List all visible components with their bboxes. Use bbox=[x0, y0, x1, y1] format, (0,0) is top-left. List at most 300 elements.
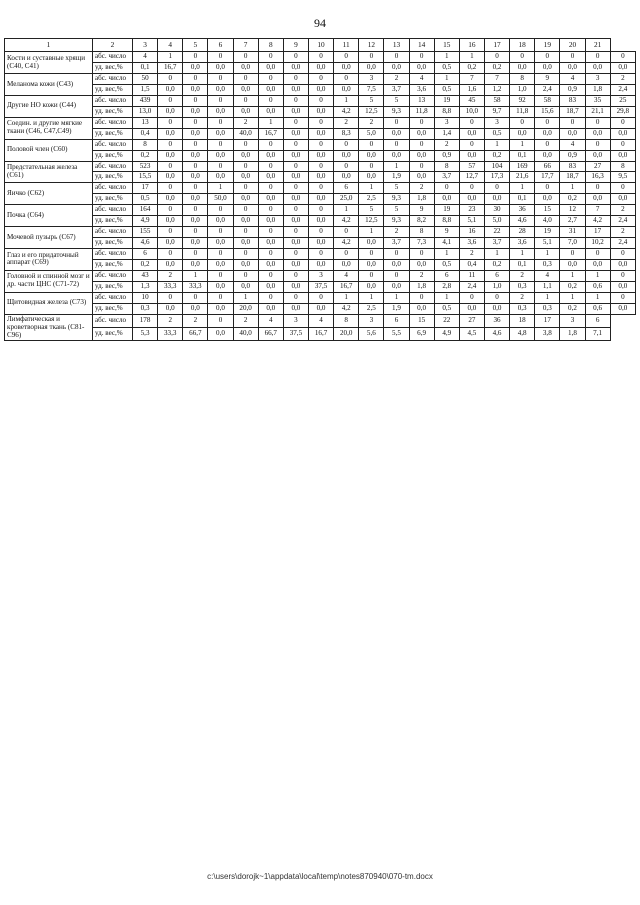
table-cell: 0,0 bbox=[233, 194, 258, 205]
table-cell: 8 bbox=[334, 314, 359, 327]
table-cell: 0 bbox=[283, 227, 308, 238]
table-cell: 83 bbox=[560, 95, 585, 106]
row-site-label: Половой член (С60) bbox=[5, 139, 93, 161]
table-cell: 0,0 bbox=[258, 106, 283, 117]
table-cell: 0,0 bbox=[308, 259, 333, 270]
table-cell: 0,9 bbox=[434, 150, 459, 161]
table-cell: 0,9 bbox=[560, 150, 585, 161]
column-header: 12 bbox=[359, 39, 384, 52]
table-cell: 1 bbox=[158, 52, 183, 63]
table-row bbox=[5, 52, 636, 63]
row-unit-label: абс. число bbox=[93, 117, 133, 128]
table-cell: 0 bbox=[158, 249, 183, 260]
table-row bbox=[5, 172, 636, 183]
table-cell: 0,0 bbox=[283, 63, 308, 74]
table-cell: 0 bbox=[183, 161, 208, 172]
table-cell: 0 bbox=[233, 249, 258, 260]
table-cell: 0,0 bbox=[183, 238, 208, 249]
table-cell: 0 bbox=[258, 249, 283, 260]
row-unit-label: уд. вес,% bbox=[93, 106, 133, 117]
table-cell: 0,0 bbox=[535, 194, 560, 205]
table-cell: 0,0 bbox=[560, 259, 585, 270]
table-cell: 3 bbox=[359, 314, 384, 327]
table-cell: 0,0 bbox=[409, 172, 434, 183]
table-cell: 30 bbox=[484, 205, 509, 216]
table-cell: 1 bbox=[334, 292, 359, 303]
table-cell: 11,8 bbox=[409, 106, 434, 117]
table-cell: 4 bbox=[334, 270, 359, 281]
table-cell: 33,3 bbox=[183, 281, 208, 292]
table-cell: 0 bbox=[308, 205, 333, 216]
table-row bbox=[5, 63, 636, 74]
table-cell: 155 bbox=[133, 227, 158, 238]
table-cell: 0 bbox=[334, 227, 359, 238]
table-cell: 0 bbox=[233, 95, 258, 106]
table-cell: 1 bbox=[484, 249, 509, 260]
table-cell: 0 bbox=[233, 227, 258, 238]
table-cell: 7,5 bbox=[359, 84, 384, 95]
table-cell: 33,3 bbox=[158, 281, 183, 292]
table-cell: 0,1 bbox=[510, 259, 535, 270]
table-cell: 0 bbox=[208, 292, 233, 303]
table-cell: 5,5 bbox=[384, 328, 409, 341]
table-cell: 0,0 bbox=[283, 128, 308, 139]
table-cell: 1 bbox=[233, 292, 258, 303]
table-row bbox=[5, 292, 636, 303]
table-cell: 3 bbox=[434, 117, 459, 128]
table-cell: 11 bbox=[459, 270, 484, 281]
table-cell: 0,0 bbox=[510, 128, 535, 139]
table-cell: 0,9 bbox=[560, 84, 585, 95]
table-cell: 0,0 bbox=[585, 150, 610, 161]
table-cell: 0 bbox=[384, 249, 409, 260]
table-cell: 2 bbox=[610, 227, 635, 238]
table-cell: 0 bbox=[283, 139, 308, 150]
column-header: 8 bbox=[258, 39, 283, 52]
table-cell: 0,0 bbox=[585, 259, 610, 270]
row-unit-label: абс. число bbox=[93, 249, 133, 260]
table-row bbox=[5, 84, 636, 95]
table-cell: 33,3 bbox=[158, 328, 183, 341]
table-cell: 0,0 bbox=[308, 84, 333, 95]
table-cell: 0 bbox=[183, 227, 208, 238]
table-cell: 19 bbox=[434, 95, 459, 106]
table-cell: 1,8 bbox=[409, 281, 434, 292]
table-cell: 0,2 bbox=[459, 63, 484, 74]
row-unit-label: абс. число bbox=[93, 52, 133, 63]
table-cell: 17 bbox=[535, 314, 560, 327]
page-number: 94 bbox=[314, 16, 326, 30]
table-cell: 0,0 bbox=[359, 281, 384, 292]
table-cell: 2 bbox=[158, 314, 183, 327]
table-cell: 0,0 bbox=[183, 63, 208, 74]
table-cell: 0,1 bbox=[133, 63, 158, 74]
table-cell: 0,6 bbox=[585, 303, 610, 314]
table-cell: 6 bbox=[585, 314, 610, 327]
table-body bbox=[5, 52, 636, 341]
table-cell: 0 bbox=[233, 183, 258, 194]
row-unit-label: абс. число bbox=[93, 161, 133, 172]
table-cell: 0 bbox=[233, 74, 258, 85]
table-cell: 0,2 bbox=[133, 150, 158, 161]
table-cell: 1 bbox=[535, 249, 560, 260]
table-cell: 0,0 bbox=[283, 106, 308, 117]
table-cell: 0,0 bbox=[585, 194, 610, 205]
table-cell: 6 bbox=[434, 270, 459, 281]
table-cell: 0,0 bbox=[158, 172, 183, 183]
table-cell: 0 bbox=[308, 161, 333, 172]
table-cell: 4,6 bbox=[133, 238, 158, 249]
column-header: 11 bbox=[334, 39, 359, 52]
table-row bbox=[5, 161, 636, 172]
table-cell: 0 bbox=[308, 183, 333, 194]
row-site-label: Кости и суставные хрящи (С40, С41) bbox=[5, 52, 93, 74]
table-cell: 0 bbox=[585, 249, 610, 260]
table-cell: 50,0 bbox=[208, 194, 233, 205]
column-header: 14 bbox=[409, 39, 434, 52]
table-cell: 4,0 bbox=[535, 216, 560, 227]
table-cell: 17 bbox=[585, 227, 610, 238]
table-cell: 0,0 bbox=[208, 63, 233, 74]
table-cell: 10,2 bbox=[585, 238, 610, 249]
table-cell: 0 bbox=[409, 161, 434, 172]
table-cell: 0 bbox=[158, 161, 183, 172]
table-cell: 2 bbox=[183, 314, 208, 327]
table-cell: 0 bbox=[585, 52, 610, 63]
table-cell: 0 bbox=[334, 52, 359, 63]
table-cell: 0,0 bbox=[308, 303, 333, 314]
table-cell: 0 bbox=[158, 183, 183, 194]
table-cell: 2,7 bbox=[560, 216, 585, 227]
footer-file-path: c:\users\dorojk~1\appdata\local\temp\notes870940\070-tm.docx bbox=[207, 872, 433, 881]
table-cell: 0 bbox=[359, 139, 384, 150]
table-cell: 0,0 bbox=[233, 150, 258, 161]
table-cell: 5,1 bbox=[459, 216, 484, 227]
table-cell: 1 bbox=[484, 139, 509, 150]
table-cell: 3 bbox=[308, 270, 333, 281]
table-cell: 1 bbox=[459, 52, 484, 63]
table-cell: 3,6 bbox=[409, 84, 434, 95]
table-cell: 0 bbox=[459, 117, 484, 128]
table-cell: 0 bbox=[258, 205, 283, 216]
table-cell: 0,0 bbox=[610, 128, 635, 139]
table-cell: 0 bbox=[334, 249, 359, 260]
row-unit-label: уд. вес,% bbox=[93, 150, 133, 161]
cancer-statistics-table bbox=[4, 38, 636, 341]
table-cell: 1 bbox=[384, 161, 409, 172]
table-cell: 0,0 bbox=[258, 84, 283, 95]
row-unit-label: абс. число bbox=[93, 183, 133, 194]
table-cell: 0,2 bbox=[560, 303, 585, 314]
table-cell: 0,0 bbox=[560, 128, 585, 139]
table-cell: 5 bbox=[384, 205, 409, 216]
table-cell: 0 bbox=[384, 270, 409, 281]
table-cell: 2,4 bbox=[610, 84, 635, 95]
table-cell: 0 bbox=[183, 292, 208, 303]
table-cell: 37,5 bbox=[283, 328, 308, 341]
column-header: 20 bbox=[560, 39, 585, 52]
table-cell: 0 bbox=[560, 249, 585, 260]
table-cell: 1,9 bbox=[384, 303, 409, 314]
column-header: 3 bbox=[133, 39, 158, 52]
table-cell: 1,3 bbox=[133, 281, 158, 292]
row-site-label: Лимфатическая и кроветворная ткань (С81-С96) bbox=[5, 314, 93, 341]
table-row bbox=[5, 314, 636, 327]
table-cell: 0,0 bbox=[208, 84, 233, 95]
table-cell: 1 bbox=[434, 249, 459, 260]
table-cell: 8 bbox=[434, 161, 459, 172]
table-cell: 0 bbox=[283, 95, 308, 106]
table-cell: 2 bbox=[384, 227, 409, 238]
table-cell: 0,0 bbox=[308, 238, 333, 249]
table-cell: 0 bbox=[610, 117, 635, 128]
table-cell: 0,0 bbox=[334, 84, 359, 95]
row-unit-label: абс. число bbox=[93, 139, 133, 150]
table-cell: 0 bbox=[484, 183, 509, 194]
table-cell: 0,0 bbox=[359, 238, 384, 249]
table-cell: 1 bbox=[183, 270, 208, 281]
table-cell: 0,5 bbox=[133, 194, 158, 205]
column-header: 4 bbox=[158, 39, 183, 52]
table-cell: 0 bbox=[283, 205, 308, 216]
column-header: 2 bbox=[93, 39, 133, 52]
row-unit-label: уд. вес,% bbox=[93, 194, 133, 205]
table-row bbox=[5, 216, 636, 227]
table-cell: 0 bbox=[208, 74, 233, 85]
table-cell: 1 bbox=[434, 292, 459, 303]
column-header: 9 bbox=[283, 39, 308, 52]
table-cell: 6 bbox=[384, 314, 409, 327]
table-cell: 5,6 bbox=[359, 328, 384, 341]
table-cell: 0 bbox=[183, 117, 208, 128]
table-cell: 1 bbox=[510, 139, 535, 150]
table-cell: 0 bbox=[183, 52, 208, 63]
table-row bbox=[5, 205, 636, 216]
table-cell: 12,5 bbox=[359, 216, 384, 227]
table-cell: 29,8 bbox=[610, 106, 635, 117]
row-site-label: Меланома кожи (С43) bbox=[5, 74, 93, 96]
statistics-table-container bbox=[4, 38, 636, 838]
table-cell: 0,0 bbox=[208, 328, 233, 341]
table-cell: 50 bbox=[133, 74, 158, 85]
table-cell: 1 bbox=[560, 292, 585, 303]
table-cell: 0,0 bbox=[359, 259, 384, 270]
table-cell: 0 bbox=[585, 139, 610, 150]
table-cell: 1 bbox=[359, 292, 384, 303]
table-cell: 0,2 bbox=[560, 194, 585, 205]
table-cell: 2 bbox=[510, 270, 535, 281]
table-cell: 0,0 bbox=[158, 194, 183, 205]
column-header: 1 bbox=[5, 39, 93, 52]
table-cell: 169 bbox=[510, 161, 535, 172]
row-unit-label: уд. вес,% bbox=[93, 128, 133, 139]
table-cell: 9,5 bbox=[610, 172, 635, 183]
table-cell: 3 bbox=[484, 117, 509, 128]
table-cell: 57 bbox=[459, 161, 484, 172]
table-cell: 0,0 bbox=[183, 303, 208, 314]
table-cell: 0,5 bbox=[434, 259, 459, 270]
table-header-row bbox=[5, 39, 636, 52]
table-cell: 0 bbox=[258, 52, 283, 63]
table-cell: 0 bbox=[258, 95, 283, 106]
table-cell: 1 bbox=[560, 270, 585, 281]
table-cell: 4,2 bbox=[585, 216, 610, 227]
table-cell: 17 bbox=[133, 183, 158, 194]
table-cell: 1,1 bbox=[535, 281, 560, 292]
table-cell: 0,2 bbox=[484, 63, 509, 74]
table-row bbox=[5, 150, 636, 161]
table-cell: 0,0 bbox=[334, 259, 359, 270]
table-cell: 0 bbox=[283, 270, 308, 281]
table-cell: 0,5 bbox=[434, 63, 459, 74]
table-cell: 16,7 bbox=[308, 328, 333, 341]
table-row bbox=[5, 106, 636, 117]
table-cell: 0 bbox=[208, 139, 233, 150]
table-row bbox=[5, 117, 636, 128]
table-cell: 0,0 bbox=[459, 150, 484, 161]
table-cell: 66,7 bbox=[183, 328, 208, 341]
table-cell: 27 bbox=[459, 314, 484, 327]
table-cell: 1,8 bbox=[560, 328, 585, 341]
table-cell: 0 bbox=[308, 95, 333, 106]
table-cell: 0 bbox=[308, 227, 333, 238]
table-cell: 0,0 bbox=[359, 63, 384, 74]
table-cell: 0,0 bbox=[158, 303, 183, 314]
table-cell: 8,2 bbox=[409, 216, 434, 227]
table-cell: 0,0 bbox=[334, 172, 359, 183]
table-cell: 0,0 bbox=[585, 128, 610, 139]
table-cell: 0 bbox=[535, 52, 560, 63]
table-cell: 2 bbox=[610, 205, 635, 216]
table-cell: 37,5 bbox=[308, 281, 333, 292]
table-cell: 0 bbox=[535, 183, 560, 194]
table-cell: 0 bbox=[384, 139, 409, 150]
table-cell: 0,0 bbox=[308, 194, 333, 205]
table-cell: 0 bbox=[484, 292, 509, 303]
table-cell: 0,0 bbox=[158, 128, 183, 139]
table-cell: 43 bbox=[133, 270, 158, 281]
table-cell: 15,5 bbox=[133, 172, 158, 183]
table-cell: 0,0 bbox=[158, 238, 183, 249]
column-header: 10 bbox=[308, 39, 333, 52]
table-cell: 0 bbox=[158, 205, 183, 216]
table-cell: 0 bbox=[233, 52, 258, 63]
table-cell: 1 bbox=[585, 292, 610, 303]
table-cell: 0 bbox=[208, 227, 233, 238]
table-cell: 2,4 bbox=[535, 84, 560, 95]
table-cell: 2 bbox=[233, 314, 258, 327]
table-cell: 3 bbox=[585, 74, 610, 85]
table-cell: 11,8 bbox=[510, 106, 535, 117]
table-cell: 0 bbox=[308, 74, 333, 85]
column-header: 7 bbox=[233, 39, 258, 52]
table-cell: 17,3 bbox=[484, 172, 509, 183]
table-cell: 16 bbox=[459, 227, 484, 238]
table-cell: 22 bbox=[434, 314, 459, 327]
table-cell: 0 bbox=[610, 270, 635, 281]
table-cell: 0 bbox=[258, 292, 283, 303]
table-cell: 0 bbox=[308, 292, 333, 303]
row-unit-label: абс. число bbox=[93, 95, 133, 106]
table-cell: 0 bbox=[334, 139, 359, 150]
table-cell: 7,3 bbox=[409, 238, 434, 249]
table-cell: 0,0 bbox=[183, 128, 208, 139]
row-site-label: Головной и спинной мозг и др. части ЦНС (С71-72) bbox=[5, 270, 93, 292]
table-cell: 0,0 bbox=[484, 194, 509, 205]
row-site-label: Предстательная железа (С61) bbox=[5, 161, 93, 183]
row-unit-label: абс. число bbox=[93, 314, 133, 327]
table-cell: 1 bbox=[334, 95, 359, 106]
table-cell: 12 bbox=[560, 205, 585, 216]
table-cell: 9,3 bbox=[384, 216, 409, 227]
table-cell: 5,0 bbox=[359, 128, 384, 139]
table-cell: 2 bbox=[384, 74, 409, 85]
table-cell: 5,1 bbox=[535, 238, 560, 249]
table-cell: 0,0 bbox=[535, 150, 560, 161]
table-cell: 3,7 bbox=[484, 238, 509, 249]
table-cell: 4,5 bbox=[459, 328, 484, 341]
table-cell: 12,7 bbox=[459, 172, 484, 183]
table-cell: 0,0 bbox=[359, 150, 384, 161]
column-header: 21 bbox=[585, 39, 610, 52]
table-cell: 2 bbox=[409, 270, 434, 281]
table-cell: 40,0 bbox=[233, 328, 258, 341]
table-cell: 0 bbox=[233, 139, 258, 150]
row-site-label: Яичко (С62) bbox=[5, 183, 93, 205]
table-cell: 164 bbox=[133, 205, 158, 216]
table-cell: 4,1 bbox=[434, 238, 459, 249]
table-cell: 22 bbox=[484, 227, 509, 238]
table-cell: 25,0 bbox=[334, 194, 359, 205]
row-unit-label: абс. число bbox=[93, 270, 133, 281]
table-cell: 0,0 bbox=[308, 216, 333, 227]
table-cell: 2 bbox=[359, 117, 384, 128]
table-cell: 0,3 bbox=[510, 281, 535, 292]
table-cell: 4 bbox=[258, 314, 283, 327]
table-cell: 1,8 bbox=[409, 194, 434, 205]
row-unit-label: уд. вес,% bbox=[93, 84, 133, 95]
table-cell: 19 bbox=[434, 205, 459, 216]
table-cell: 0,5 bbox=[434, 84, 459, 95]
table-cell: 0,0 bbox=[610, 281, 635, 292]
table-cell: 2,4 bbox=[459, 281, 484, 292]
table-cell: 5 bbox=[384, 183, 409, 194]
table-cell: 16,3 bbox=[585, 172, 610, 183]
table-row bbox=[5, 281, 636, 292]
table-cell: 0,0 bbox=[208, 303, 233, 314]
table-cell: 0,1 bbox=[510, 150, 535, 161]
table-cell: 3,8 bbox=[535, 328, 560, 341]
table-cell: 0 bbox=[409, 249, 434, 260]
table-cell: 0,0 bbox=[183, 150, 208, 161]
table-cell: 6 bbox=[484, 270, 509, 281]
table-cell: 0,0 bbox=[183, 106, 208, 117]
table-cell: 0 bbox=[233, 270, 258, 281]
table-cell: 3 bbox=[560, 314, 585, 327]
table-cell: 58 bbox=[484, 95, 509, 106]
table-cell: 0 bbox=[208, 314, 233, 327]
table-cell: 20,0 bbox=[233, 303, 258, 314]
table-cell: 0 bbox=[308, 139, 333, 150]
table-cell: 0 bbox=[359, 270, 384, 281]
table-cell: 0,0 bbox=[183, 216, 208, 227]
table-cell: 2,8 bbox=[434, 281, 459, 292]
table-row bbox=[5, 139, 636, 150]
column-header: 6 bbox=[208, 39, 233, 52]
table-cell: 0,0 bbox=[158, 150, 183, 161]
table-cell: 0,0 bbox=[308, 63, 333, 74]
table-cell: 16,7 bbox=[158, 63, 183, 74]
